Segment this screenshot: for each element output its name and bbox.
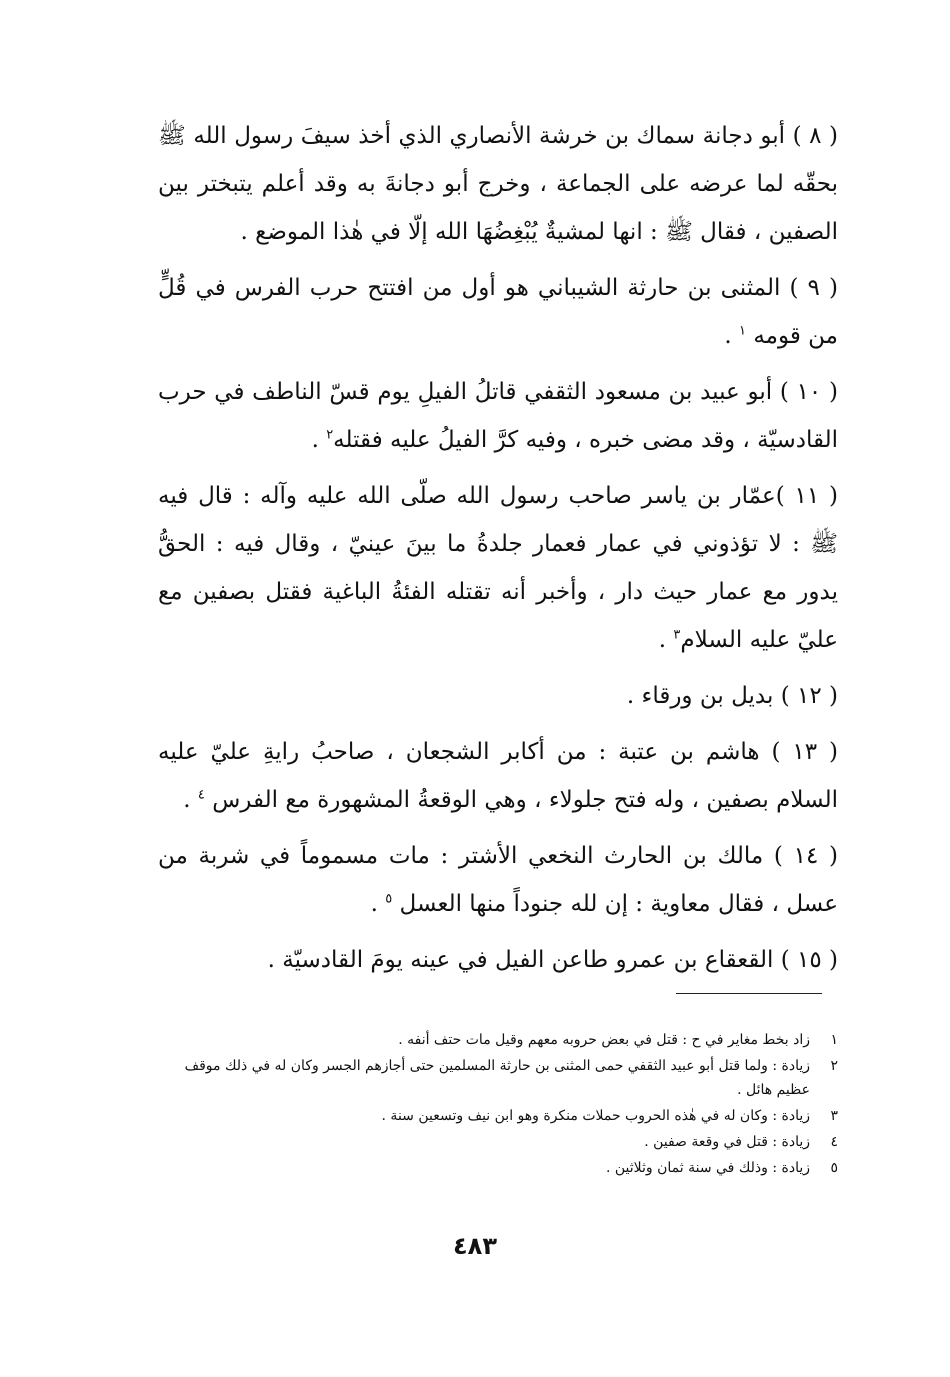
footnote-item — [158, 1130, 838, 1154]
footnote-text: زاد بخط مغاير في ح : قتل في بعض حروبه معهم وقيل مات حتف أنفه . — [398, 1032, 810, 1048]
entry-text: مالك بن الحارث النخعي الأشتر : مات مسموماً في شربة من عسل ، فقال معاوية : إن لله جنوداً منها العسل — [158, 843, 838, 917]
footnote-ref[interactable]: ١ — [739, 323, 747, 339]
footnote-item — [158, 1156, 838, 1180]
footnotes — [158, 1028, 838, 1182]
footnote-number: ١ — [830, 1032, 838, 1048]
entry-text: أبو عبيد بن مسعود الثقفي قاتلُ الفيلِ يوم قسّ الناطف في حرب القادسيّة ، وقد مضى خبره ، وفيه كرَّ الفيلُ عليه فقتله — [158, 379, 838, 453]
entry-text: المثنى بن حارثة الشيباني هو أول من افتتح حرب الفرس في قُلٍّ من قومه — [158, 275, 838, 349]
entry-number: ( ١٣ ) — [771, 739, 838, 765]
footnote-ref[interactable]: ٢ — [326, 427, 334, 443]
entry-tail: . — [311, 427, 327, 453]
footnote-text: زيادة : قتل في وقعة صفين . — [644, 1134, 810, 1150]
entry-15 — [158, 936, 838, 984]
entry-text: أبو دجانة سماك بن خرشة الأنصاري الذي أخذ سيفَ رسول الله ﷺ بحقّه لما عرضه على الجماعة ، وخرج أبو دجانةَ به وقد أعلم يتبختر بين الصفين ، فقال ﷺ : انها لمشيةٌ يُبْغِضُهَا الله إلّا في هٰذا الموضع . — [158, 123, 838, 245]
entry-text: عمّار بن ياسر صاحب رسول الله صلّى الله عليه وآله : قال فيه ﷺ : لا تؤذوني في عمار فعمار جلدةُ ما بينَ عينيّ ، وقال فيه : الحقُّ يدور مع عمار حيث دار ، وأخبر أنه تقتله الفئةُ الباغية فقتل بصفين مع عليّ عليه السلام — [158, 483, 838, 653]
entry-tail: . — [183, 787, 198, 813]
entry-tail: . — [370, 891, 386, 917]
footnote-ref[interactable]: ٣ — [673, 627, 681, 643]
footnote-number: ٤ — [830, 1134, 838, 1150]
entry-number: ( ١١ ) — [775, 483, 838, 509]
footnote-text: زيادة : وذلك في سنة ثمان وثلاثين . — [605, 1160, 810, 1176]
entry-14 — [158, 832, 838, 928]
page-number: ٤٨٣ — [453, 1232, 497, 1260]
entry-number: ( ٩ ) — [789, 275, 838, 301]
entry-text: القعقاع بن عمرو طاعن الفيل في عينه يومَ القادسيّة . — [267, 947, 774, 973]
footnote-item — [158, 1054, 838, 1102]
entry-13 — [158, 728, 838, 824]
footnote-ref[interactable]: ٥ — [385, 891, 393, 907]
entry-10 — [158, 368, 838, 464]
entry-number: ( ١٠ ) — [779, 379, 838, 405]
footnote-number: ٢ — [830, 1058, 838, 1074]
entry-tail: . — [658, 627, 674, 653]
footnote-ref[interactable]: ٤ — [197, 787, 205, 803]
entry-9 — [158, 264, 838, 360]
entry-8 — [158, 112, 838, 256]
footnote-number: ٣ — [830, 1108, 838, 1124]
entry-tail: . — [724, 323, 740, 349]
footnote-item — [158, 1104, 838, 1128]
entry-number: ( ١٢ ) — [780, 683, 838, 709]
footnote-divider — [676, 993, 822, 994]
entry-12 — [158, 672, 838, 720]
entry-text: هاشم بن عتبة : من أكابر الشجعان ، صاحبُ رايةِ عليّ عليه السلام بصفين ، وله فتح جلولاء ، وهي الوقعةُ المشهورة مع الفرس — [158, 739, 838, 813]
entry-number: ( ٨ ) — [792, 123, 838, 149]
entry-number: ( ١٥ ) — [780, 947, 838, 973]
footnote-number: ٥ — [830, 1160, 838, 1176]
footnote-item — [158, 1028, 838, 1052]
entry-11 — [158, 472, 838, 664]
footnote-text: زيادة : ولما قتل أبو عبيد الثقفي حمى المثنى بن حارثة المسلمين حتى أجازهم الجسر وكان له في ذلك موقف عظيم هائل . — [184, 1058, 810, 1098]
main-text — [158, 112, 838, 992]
footnote-text: زيادة : وكان له في هٰذه الحروب حملات منكرة وهو ابن نيف وتسعين سنة . — [381, 1108, 810, 1124]
entry-number: ( ١٤ ) — [773, 843, 838, 869]
entry-text: بديل بن ورقاء . — [626, 683, 774, 709]
